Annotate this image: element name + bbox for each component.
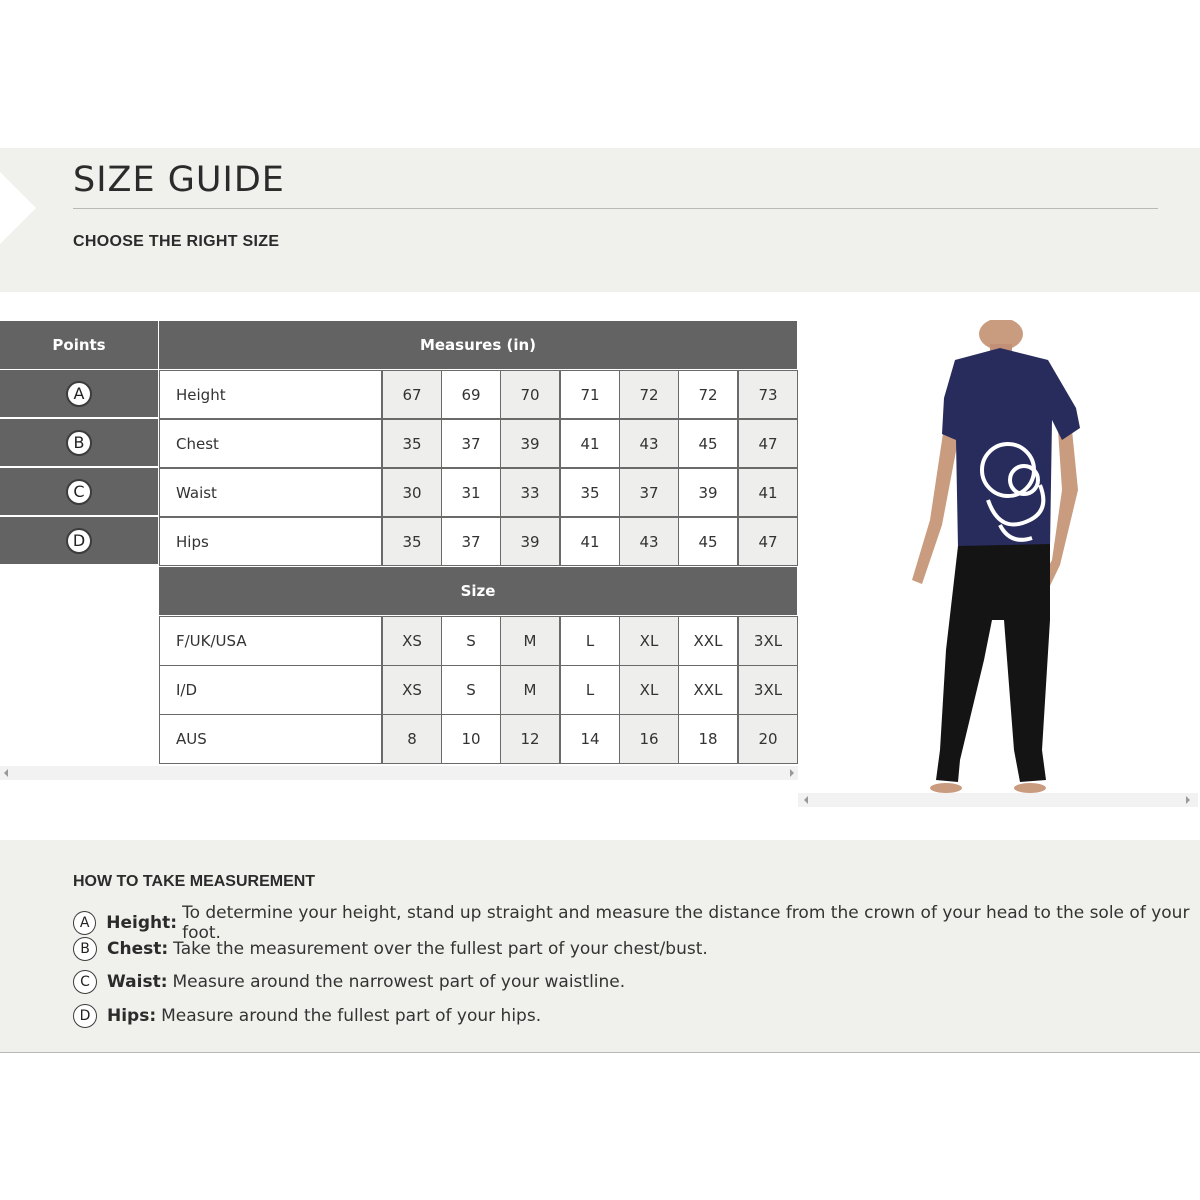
size-value: 3XL — [738, 665, 798, 715]
size-value: XXL — [678, 665, 738, 715]
how-to-item — [73, 1004, 541, 1028]
size-value: S — [441, 665, 501, 715]
point-cell — [0, 517, 158, 564]
measure-value: 43 — [619, 419, 679, 468]
how-to-title: HOW TO TAKE MEASUREMENT — [73, 873, 316, 890]
measure-value: 67 — [382, 370, 442, 419]
measure-label: Height — [159, 370, 382, 419]
image-scrollbar[interactable] — [798, 793, 1198, 807]
measure-value: 71 — [560, 370, 620, 419]
size-system-label: I/D — [159, 665, 382, 715]
measure-value: 37 — [619, 468, 679, 517]
size-value: S — [441, 616, 501, 666]
how-to-term: Height: — [106, 913, 178, 933]
size-value: 10 — [441, 714, 501, 764]
measure-value: 35 — [560, 468, 620, 517]
measure-value: 73 — [738, 370, 798, 419]
how-to-text: Measure around the fullest part of your hips. — [161, 1005, 542, 1026]
measure-value: 33 — [500, 468, 560, 517]
size-value: 16 — [619, 714, 679, 764]
page-subtitle: CHOOSE THE RIGHT SIZE — [73, 233, 280, 250]
title-divider — [73, 208, 1158, 209]
measure-value: 37 — [441, 419, 501, 468]
measure-value: 69 — [441, 370, 501, 419]
size-value: 14 — [560, 714, 620, 764]
how-to-item — [73, 970, 625, 994]
scroll-right-icon[interactable] — [790, 769, 794, 777]
size-value: XXL — [678, 616, 738, 666]
header-arrow-shape — [0, 172, 36, 244]
scroll-right-icon[interactable] — [1186, 796, 1190, 804]
measure-value: 35 — [382, 517, 442, 566]
measure-value: 70 — [500, 370, 560, 419]
size-system-label: AUS — [159, 714, 382, 764]
points-header: Points — [0, 321, 158, 369]
measure-label: Chest — [159, 419, 382, 468]
measure-value: 45 — [678, 419, 738, 468]
how-to-term: Waist: — [107, 972, 168, 992]
size-system-label: F/UK/USA — [159, 616, 382, 666]
measure-value: 39 — [500, 517, 560, 566]
scroll-left-icon[interactable] — [804, 796, 808, 804]
point-cell — [0, 419, 158, 466]
point-marker-d: D — [73, 1004, 97, 1028]
size-value: XL — [619, 665, 679, 715]
measure-value: 31 — [441, 468, 501, 517]
measure-value: 47 — [738, 517, 798, 566]
size-value: 20 — [738, 714, 798, 764]
measure-value: 39 — [500, 419, 560, 468]
point-marker-c: C — [73, 970, 97, 994]
size-value: M — [500, 616, 560, 666]
measure-value: 41 — [738, 468, 798, 517]
size-value: 18 — [678, 714, 738, 764]
measure-value: 39 — [678, 468, 738, 517]
how-to-term: Hips: — [107, 1005, 157, 1026]
size-value: XS — [382, 665, 442, 715]
measure-value: 37 — [441, 517, 501, 566]
point-marker-d: D — [66, 528, 92, 554]
measure-value: 43 — [619, 517, 679, 566]
size-value: XS — [382, 616, 442, 666]
size-value: 3XL — [738, 616, 798, 666]
measure-label: Waist — [159, 468, 382, 517]
size-value: M — [500, 665, 560, 715]
point-marker-c: C — [66, 479, 92, 505]
point-cell — [0, 370, 158, 417]
point-marker-b: B — [73, 937, 97, 961]
how-to-item — [73, 937, 708, 961]
table-scrollbar[interactable] — [0, 766, 798, 780]
measure-value: 41 — [560, 517, 620, 566]
page-title: SIZE GUIDE — [73, 160, 285, 200]
measure-value: 47 — [738, 419, 798, 468]
model-photo-icon — [900, 320, 1100, 795]
how-to-text: Take the measurement over the fullest part of your chest/bust. — [173, 938, 708, 959]
measure-value: 30 — [382, 468, 442, 517]
point-cell — [0, 468, 158, 515]
scroll-left-icon[interactable] — [4, 769, 8, 777]
how-to-term: Chest: — [107, 938, 169, 959]
measure-value: 72 — [619, 370, 679, 419]
size-value: 8 — [382, 714, 442, 764]
point-marker-a: A — [73, 911, 96, 935]
measure-value: 45 — [678, 517, 738, 566]
measure-label: Hips — [159, 517, 382, 566]
how-to-text: To determine your height, stand up straight and measure the distance from the crown of your head to the sole of your foot. — [182, 903, 1190, 943]
how-to-text: Measure around the narrowest part of your waistline. — [172, 972, 626, 992]
size-value: XL — [619, 616, 679, 666]
measure-value: 72 — [678, 370, 738, 419]
size-value: 12 — [500, 714, 560, 764]
point-marker-a: A — [66, 381, 92, 407]
size-value: L — [560, 616, 620, 666]
measure-value: 35 — [382, 419, 442, 468]
measures-header: Measures (in) — [159, 321, 797, 369]
point-marker-b: B — [66, 430, 92, 456]
size-header: Size — [159, 567, 797, 615]
size-value: L — [560, 665, 620, 715]
measure-value: 41 — [560, 419, 620, 468]
